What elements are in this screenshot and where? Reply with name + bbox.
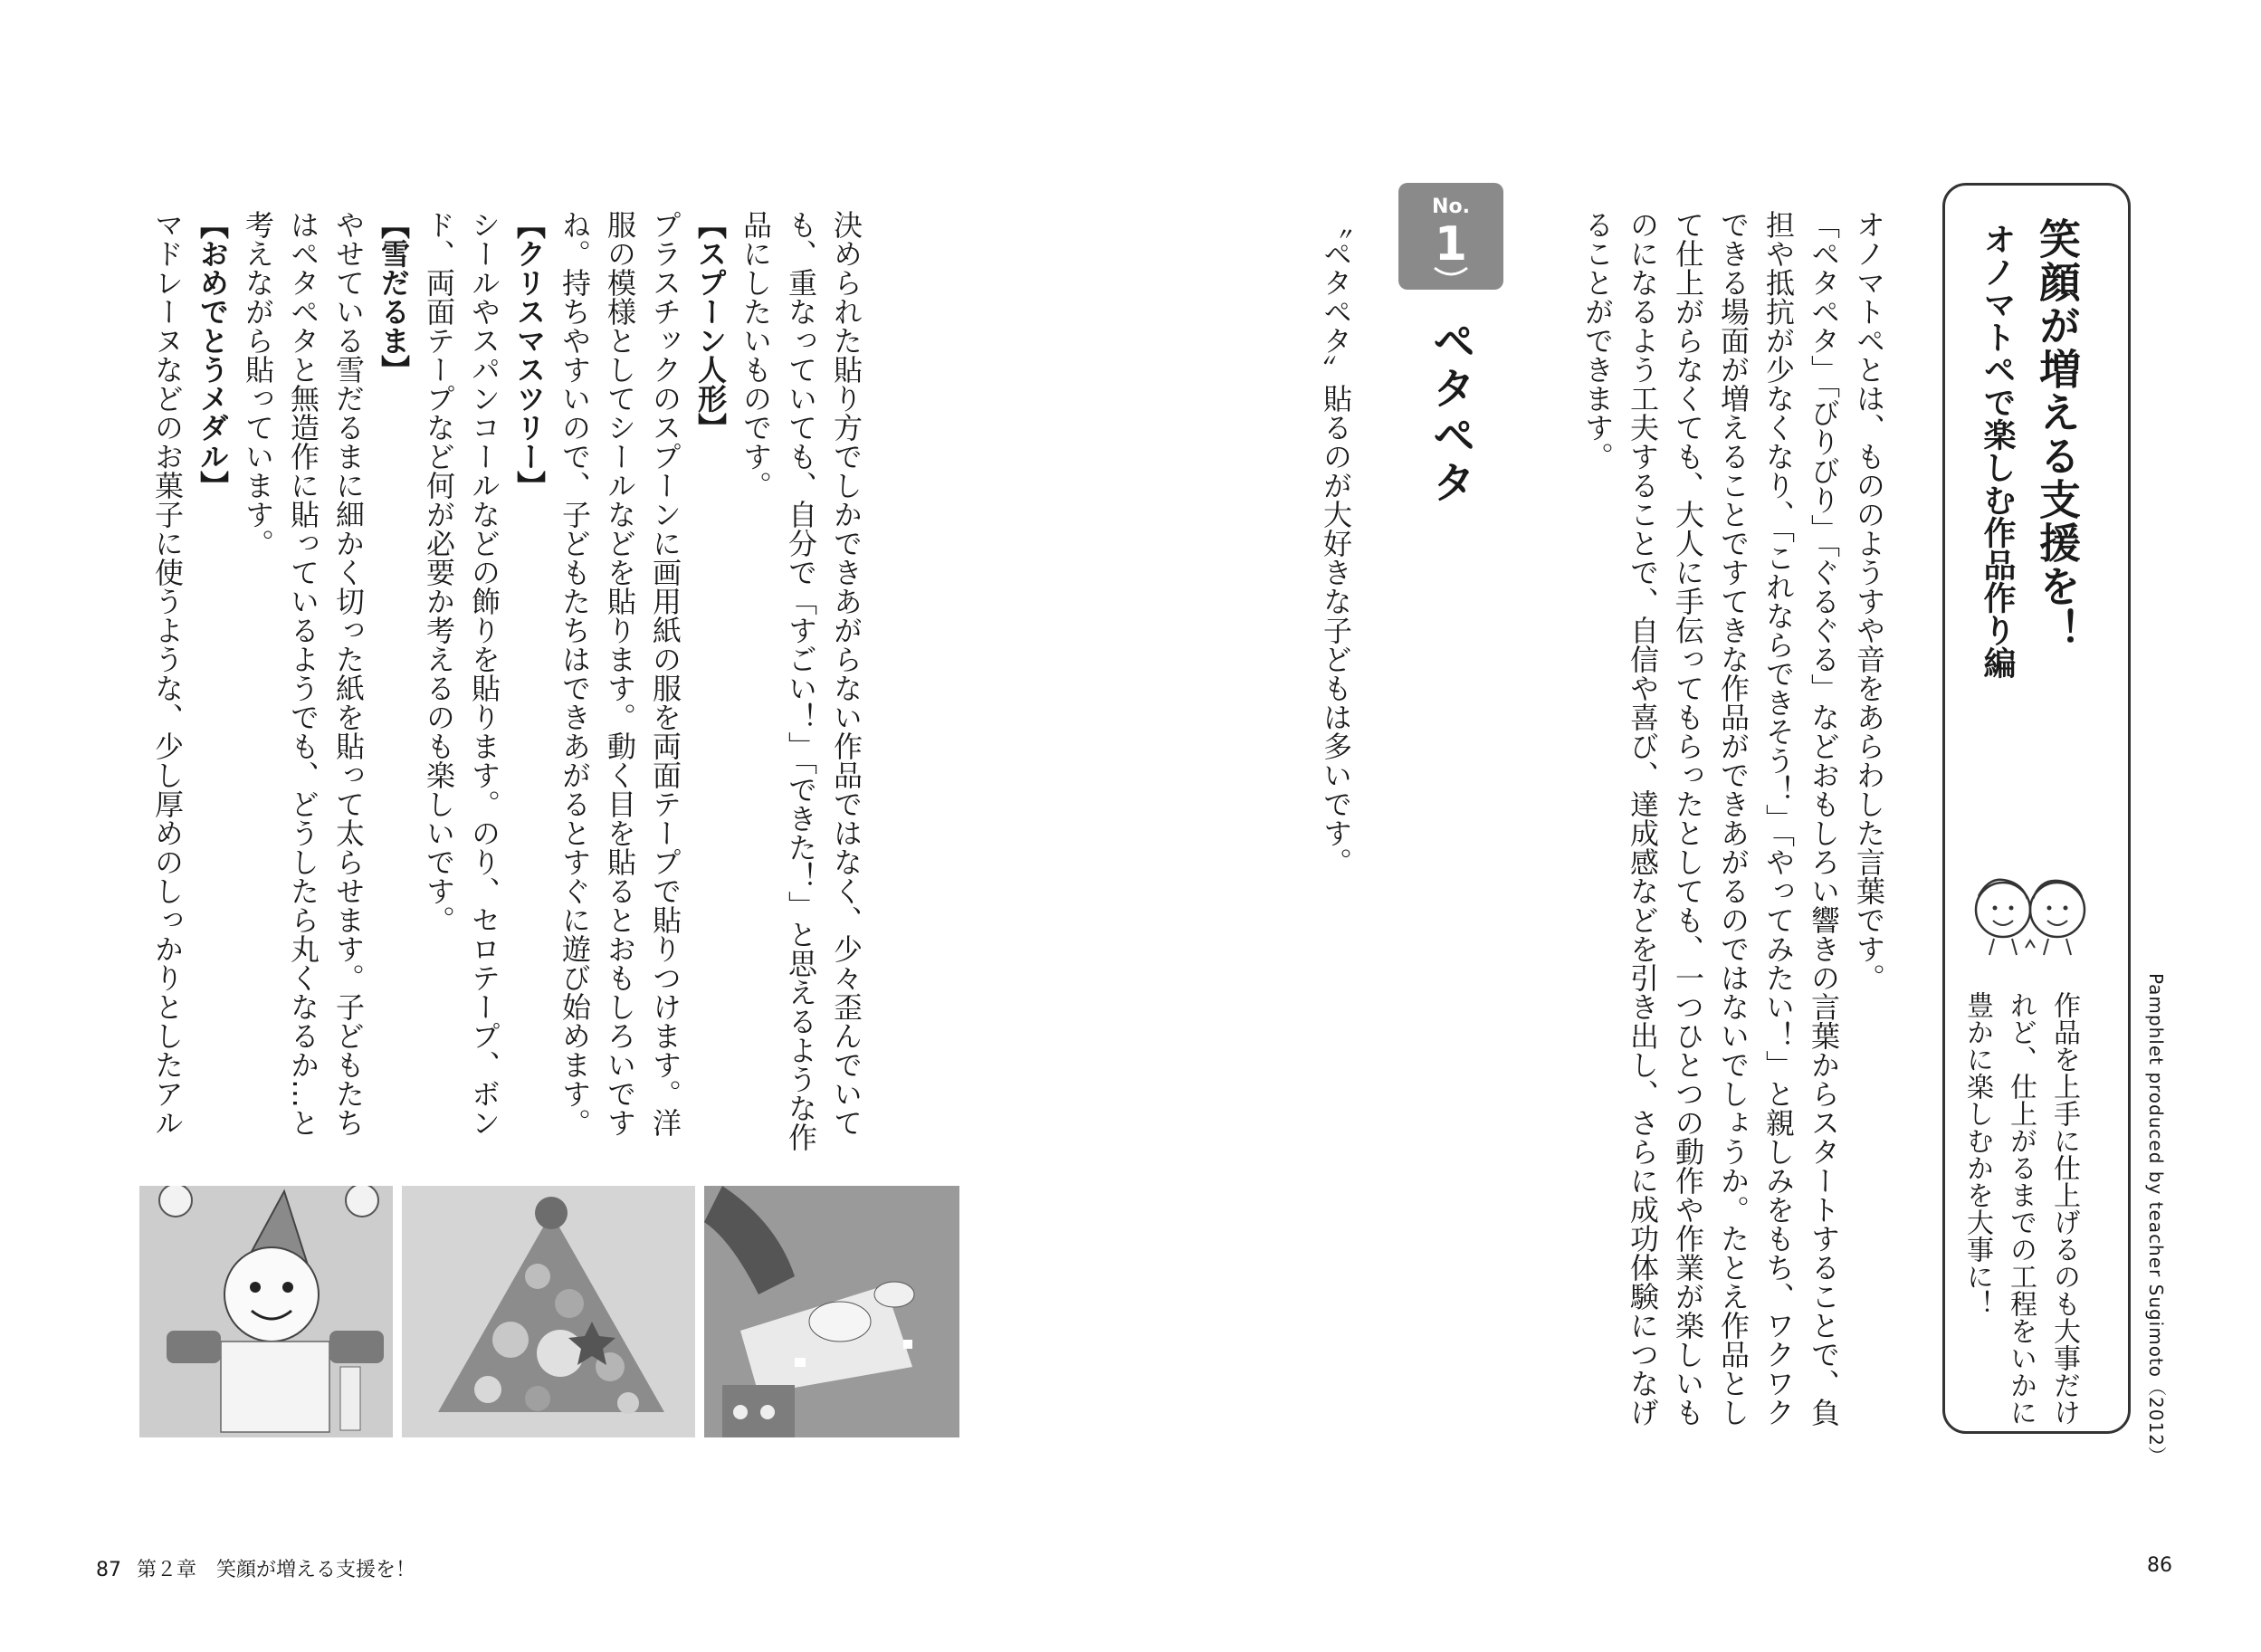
left-footer bbox=[96, 1554, 415, 1582]
snowman-photo bbox=[139, 1186, 393, 1437]
paragraph: オノマトペとは、もののようすや音をあらわした言葉です。 bbox=[1852, 210, 1886, 992]
subheading-snowman: 【雪だるま】 bbox=[377, 210, 411, 384]
paragraph: やせている雪だるまに細かく切った紙を貼って太らせます。子どもたちはペタペタと無造作に貼っているようでも、どうしたら丸くなるか…と考えながら貼っています。 bbox=[241, 210, 366, 1137]
caption: 作品を上手に仕上げるのも大事だけれど、仕上がるまでの工程をいかに豊かに楽しむかを大事に！ bbox=[1961, 991, 2080, 1426]
main-title: 笑顔が増える支援を！ bbox=[2033, 217, 2082, 652]
paragraph: プラスチックのスプーンに画用紙の服を両面テープで貼りつけます。洋服の模様としてシールなどを貼ります。動く目を貼るとおもしろいですね。持ちやすいので、子どもたちはできあがるとすぐに遊び始めます。 bbox=[558, 210, 682, 1137]
right-page-number: 86 bbox=[2147, 1554, 2172, 1577]
paragraph: 「ペタペタ」「びりびり」「ぐるぐる」などおもしろい響きの言葉からスタートすることで、負担や抵抗が少なくなり、「これならできそう！」「やってみたい！」と親しみをもち、ワクワクできる場面が増えることですてきな作品ができあがるのではないでしょうか。たとえ作品として仕上がらなくても、大人に手伝ってもらったとしても、一つひとつの動作や作業が楽しいものになるよう工夫することで、自信や喜び、達成感などを引き出し、さらに成功体験につなげることができます。 bbox=[1580, 210, 1841, 1427]
badge-number: 1 bbox=[1434, 217, 1468, 272]
section-intro: 〝ペタペタ〟貼るのが大好きな子どもは多いです。 bbox=[1319, 210, 1353, 876]
credit: Pamphlet produced by teacher Sugimoto（2012） bbox=[2145, 973, 2167, 1466]
subheading-christmas-tree: 【クリスマスツリー】 bbox=[512, 210, 547, 500]
badge-label: No. bbox=[1432, 196, 1470, 218]
paragraph: シールやスパンコールなどの飾りを貼ります。のり、セロテープ、ボンド、両面テープなど何が必要か考えるのも楽しいです。 bbox=[422, 210, 501, 1137]
smile-icon bbox=[1433, 266, 1469, 279]
section-number-badge bbox=[1398, 183, 1503, 290]
subheading-medal: 【おめでとうメダル】 bbox=[196, 210, 230, 500]
spoon-doll-craft-photo bbox=[704, 1186, 959, 1437]
children-illustration bbox=[1962, 864, 2098, 964]
sub-title: オノマトペで楽しむ作品作り編 bbox=[1979, 223, 2016, 679]
subheading-spoon-doll: 【スプーン人形】 bbox=[693, 210, 728, 442]
paragraph: 決められた貼り方でしかできあがらない作品ではなく、少々歪んでいても、重なっていても、自分で「すごい！」「できた！」と思えるような作品にしたいものです。 bbox=[739, 210, 863, 1151]
running-head: 第２章 笑顔が増える支援を！ bbox=[137, 1559, 416, 1581]
paragraph: マドレーヌなどのお菓子に使うような、少し厚めのしっかりとしたアル bbox=[150, 210, 185, 1137]
christmas-tree-photo bbox=[402, 1186, 695, 1437]
left-body-text bbox=[145, 210, 869, 1160]
section-heading: ペタペタ bbox=[1425, 319, 1475, 507]
page-number: 87 bbox=[96, 1559, 121, 1581]
right-body-text bbox=[1575, 210, 1892, 1450]
